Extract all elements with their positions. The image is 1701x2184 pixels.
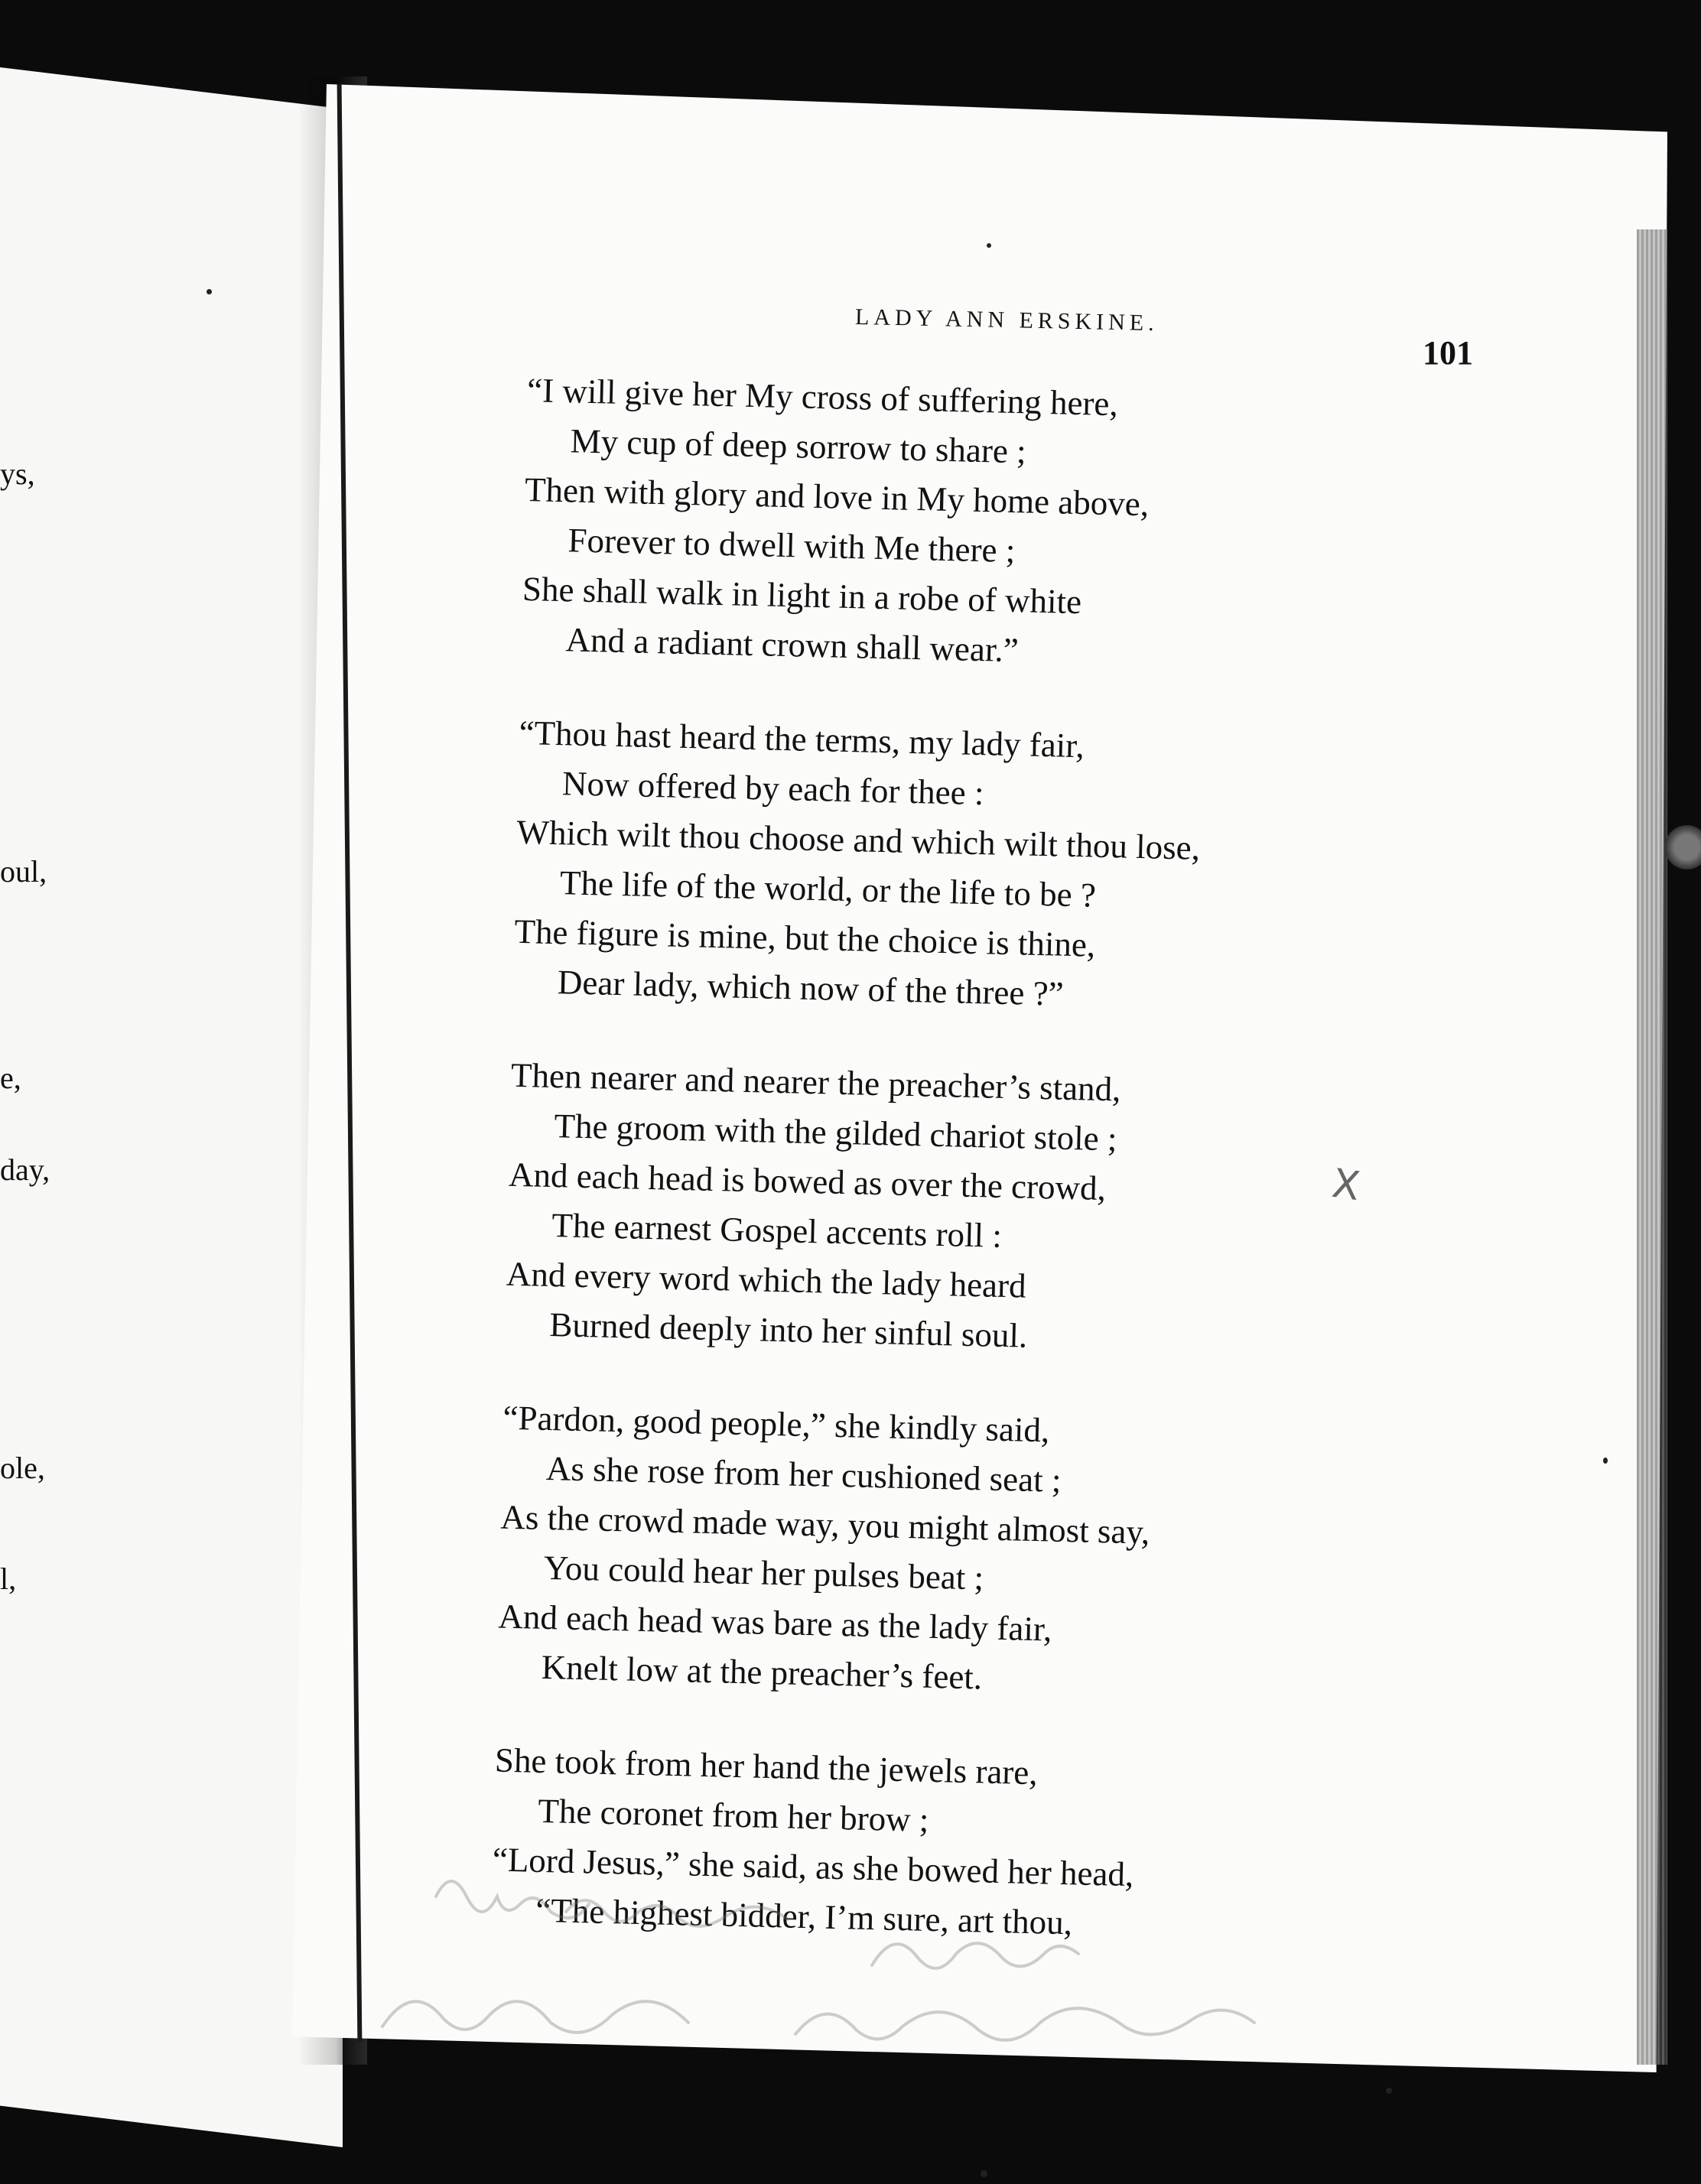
left-page-fragment: day, — [0, 1152, 50, 1187]
poem-line: The life of the world, or the life to be ? — [559, 863, 1097, 915]
poem-line: The earnest Gospel accents roll : — [551, 1206, 1003, 1255]
poem-line: “Pardon, good people,” she kindly said, — [502, 1398, 1050, 1450]
poem-line: As the crowd made way, you might almost say, — [499, 1497, 1150, 1552]
poem-line: “I will give her My cross of suffering here, — [526, 370, 1119, 424]
poem-line: Then nearer and nearer the preacher’s stand, — [510, 1055, 1121, 1109]
poem-line: Dear lady, which now of the three ?” — [557, 963, 1065, 1013]
dust-speck — [1603, 1458, 1608, 1464]
poem-line: “The highest bidder, I’m sure, art thou, — [535, 1890, 1073, 1942]
stanza — [512, 708, 1529, 1030]
page-stack-edge — [1637, 229, 1667, 2065]
poem-line: The coronet from her brow ; — [537, 1791, 929, 1839]
poem-line: Now offered by each for thee : — [561, 764, 985, 813]
left-page-fragment: oul, — [0, 854, 47, 889]
poem-line: Which wilt thou choose and which wilt thou lose, — [516, 812, 1201, 867]
poem-line: Knelt low at the preacher’s feet. — [541, 1647, 983, 1697]
poem-body — [489, 366, 1537, 2003]
binding-tab — [1666, 824, 1701, 870]
poem-line: The figure is mine, but the choice is thine, — [513, 912, 1096, 964]
poem-line: Burned deeply into her sinful soul. — [548, 1305, 1028, 1355]
stanza — [496, 1393, 1513, 1715]
poem-line: And a radiant crown shall wear.” — [564, 620, 1020, 670]
poem-line: “Lord Jesus,” she said, as she bowed her head, — [492, 1840, 1134, 1894]
left-page-fragment: ys, — [0, 457, 35, 491]
dust-speck — [1386, 2088, 1392, 2094]
pencil-handwriting — [337, 1851, 1530, 2065]
dust-speck — [207, 289, 212, 294]
poem-line: As she rose from her cushioned seat ; — [545, 1448, 1062, 1500]
stanza — [505, 1051, 1521, 1373]
left-page-fragment: e, — [0, 1061, 21, 1095]
stanza — [521, 366, 1537, 687]
poem-line: And every word which the lady heard — [506, 1254, 1027, 1305]
poem-line: And each head was bare as the lady fair, — [497, 1597, 1052, 1649]
dust-speck — [981, 2170, 987, 2177]
left-page-fragment: l, — [0, 1562, 17, 1596]
page-number: 101 — [1423, 334, 1473, 372]
left-page — [0, 67, 343, 2147]
poem-line: She took from her hand the jewels rare, — [494, 1740, 1039, 1792]
poem-line: Then with glory and love in My home above, — [524, 470, 1150, 524]
poem-line: The groom with the gilded chariot stole ; — [554, 1107, 1118, 1159]
poem-line: Forever to dwell with Me there ; — [568, 521, 1016, 570]
dust-speck — [987, 243, 991, 248]
poem-line: She shall walk in light in a robe of white — [522, 569, 1082, 622]
poem-line: My cup of deep sorrow to share ; — [570, 421, 1027, 471]
poem-line: “Thou hast heard the terms, my lady fair, — [519, 713, 1085, 765]
left-page-fragment: ole, — [0, 1451, 45, 1485]
poem-line: You could hear her pulses beat ; — [543, 1548, 984, 1597]
poem-line: And each head is bowed as over the crowd, — [508, 1155, 1107, 1208]
pencil-margin-mark: X — [1329, 1160, 1363, 1211]
running-head: LADY ANN ERSKINE. — [854, 304, 1159, 336]
